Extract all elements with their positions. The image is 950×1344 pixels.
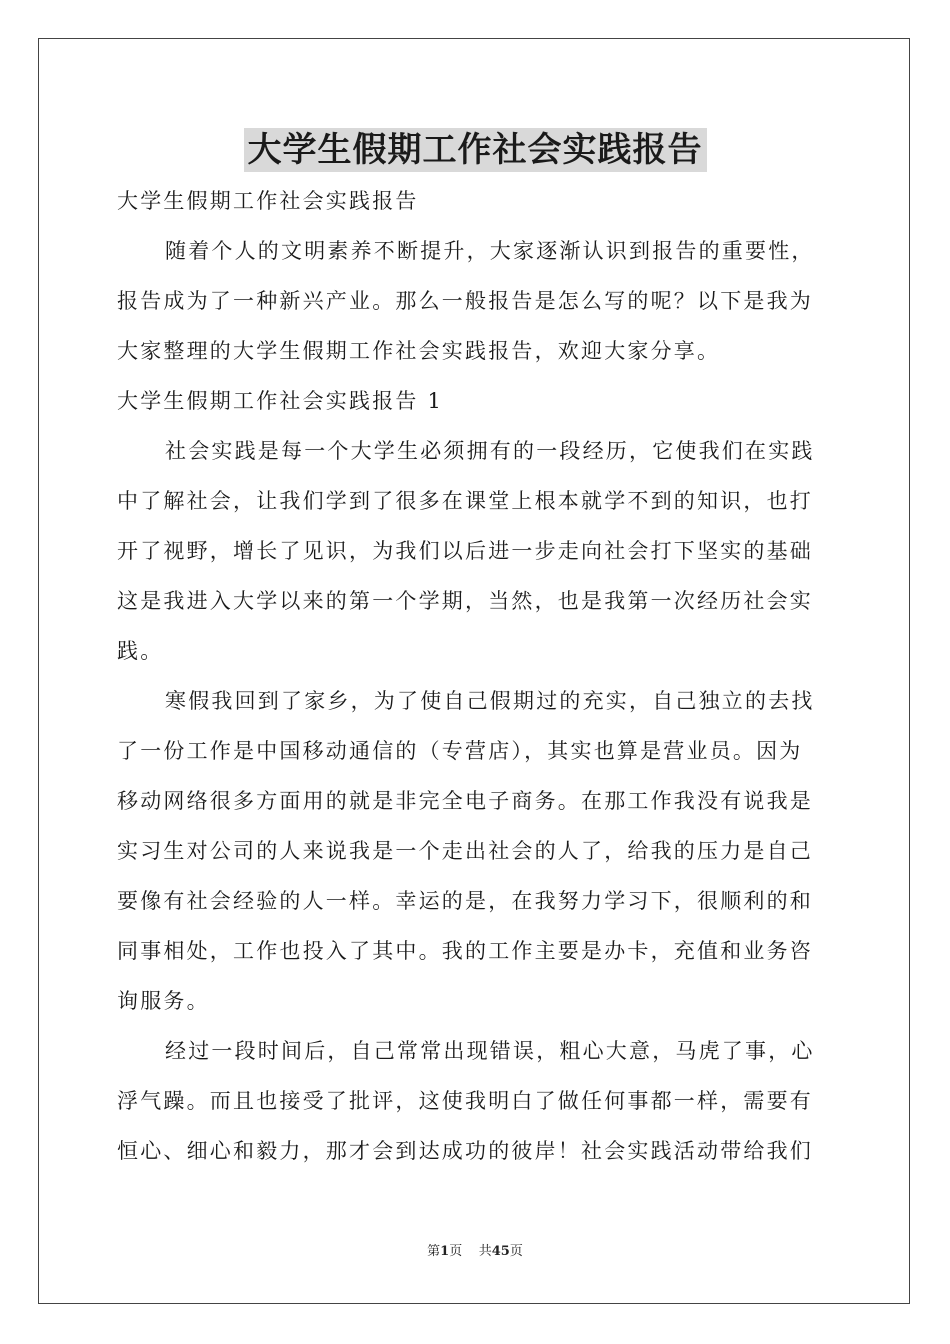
text-line: 社会实践是每一个大学生必须拥有的一段经历，它使我们在实践 [165, 439, 815, 463]
text-line: 恒心、细心和毅力，那才会到达成功的彼岸！社会实践活动带给我们 [117, 1139, 813, 1163]
page-number: 1 [440, 1244, 450, 1259]
text-line: 移动网络很多方面用的就是非完全电子商务。在那工作我没有说我是 [117, 789, 813, 813]
text-line: 大家整理的大学生假期工作社会实践报告，欢迎大家分享。 [117, 339, 721, 363]
text-line: 了一份工作是中国移动通信的（专营店），其实也算是营业员。因为 [117, 739, 803, 763]
total-suffix: 页 [509, 1244, 523, 1259]
text-line: 践。 [117, 639, 164, 663]
document-title: 大学生假期工作社会实践报告 [244, 128, 707, 172]
page-footer [0, 1244, 950, 1260]
text-line: 要像有社会经验的人一样。幸运的是，在我努力学习下，很顺利的和 [117, 889, 813, 913]
text-line: 寒假我回到了家乡，为了使自己假期过的充实，自己独立的去找 [165, 689, 815, 713]
text-line: 同事相处，工作也投入了其中。我的工作主要是办卡，充值和业务咨 [117, 939, 813, 963]
text-line: 报告成为了一种新兴产业。那么一般报告是怎么写的呢？以下是我为 [117, 289, 813, 313]
text-line: 中了解社会，让我们学到了很多在课堂上根本就学不到的知识，也打 [117, 489, 813, 513]
page-suffix: 页 [449, 1244, 463, 1259]
text-line: 实习生对公司的人来说我是一个走出社会的人了，给我的压力是自己 [117, 839, 813, 863]
section-heading: 大学生假期工作社会实践报告 1 [117, 389, 444, 413]
page-prefix: 第 [427, 1244, 441, 1259]
text-line: 经过一段时间后，自己常常出现错误，粗心大意，马虎了事，心 [165, 1039, 815, 1063]
text-line: 大学生假期工作社会实践报告 [117, 189, 419, 213]
document-body [117, 176, 833, 1176]
total-prefix: 共 [478, 1244, 492, 1259]
text-line: 询服务。 [117, 989, 210, 1013]
total-pages: 45 [491, 1244, 510, 1259]
title-container [0, 128, 950, 172]
text-line: 随着个人的文明素养不断提升，大家逐渐认识到报告的重要性， [165, 239, 815, 263]
text-line: 开了视野，增长了见识，为我们以后进一步走向社会打下坚实的基础 [117, 539, 813, 563]
text-line: 浮气躁。而且也接受了批评，这使我明白了做任何事都一样，需要有 [117, 1089, 813, 1113]
text-line: 这是我进入大学以来的第一个学期，当然，也是我第一次经历社会实 [117, 589, 813, 613]
